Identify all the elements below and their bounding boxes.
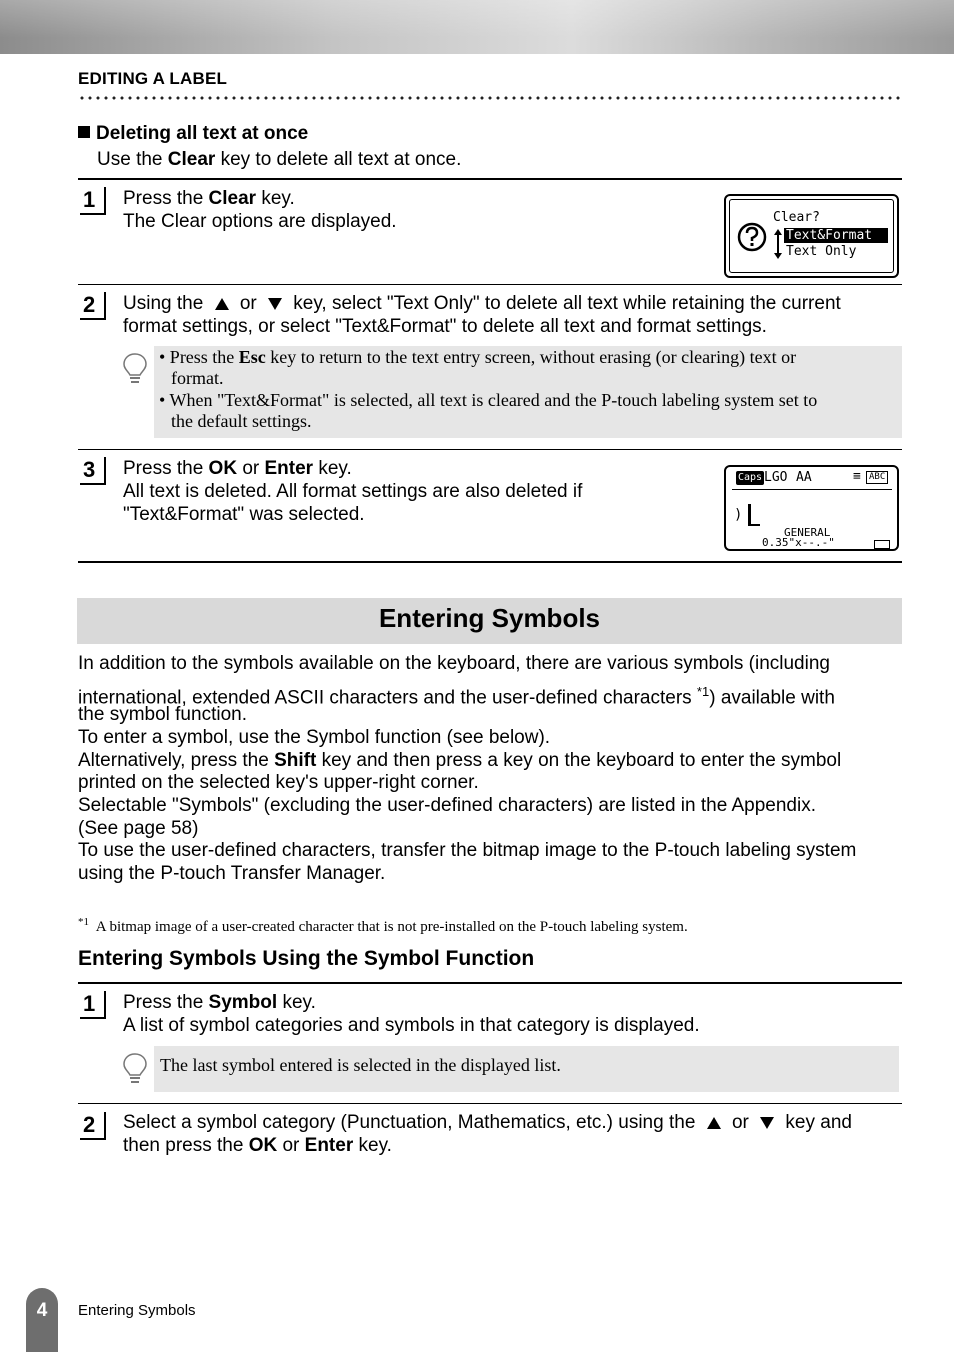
step-divider	[78, 1103, 902, 1104]
paragraph: printed on the selected key's upper-right corner.	[78, 772, 479, 793]
up-arrow-icon	[707, 1117, 721, 1129]
paragraph: the symbol function.	[78, 704, 247, 725]
symbol-step1-line2: A list of symbol categories and symbols in that category is displayed.	[123, 1015, 700, 1036]
step-divider	[78, 284, 902, 285]
lcd-option: Text Only	[786, 244, 857, 259]
lcd-caps-badge: Caps	[738, 472, 763, 483]
note-text: The last symbol entered is selected in the displayed list.	[160, 1055, 561, 1075]
step3-line2: All text is deleted. All format settings are also deleted if	[123, 481, 583, 502]
down-arrow-icon	[268, 298, 282, 310]
lightbulb-icon	[121, 1052, 149, 1086]
dotted-divider	[78, 96, 902, 100]
battery-icon	[874, 540, 890, 549]
symbol-step2-line1: Select a symbol category (Punctuation, Mathematics, etc.) using the or key and	[123, 1112, 852, 1133]
step3-line1: Press the OK or Enter key.	[123, 458, 352, 479]
tape-icon: )	[734, 507, 743, 523]
lcd-option-selected: Text&Format	[784, 228, 888, 243]
step-number: 2	[80, 1112, 106, 1140]
lcd-length: 0.35"x--.-"	[762, 536, 835, 549]
cursor-icon	[748, 504, 751, 526]
step1-line2: The Clear options are displayed.	[123, 211, 397, 232]
paragraph: (See page 58)	[78, 818, 199, 839]
lcd-separator	[732, 489, 892, 490]
step-divider	[78, 178, 902, 180]
step-number: 1	[80, 991, 106, 1019]
up-arrow-icon	[215, 298, 229, 310]
subheading: Entering Symbols Using the Symbol Function	[78, 947, 535, 970]
note-bullet: • Press the Esc key to return to the text entry screen, without erasing (or clearing) text or	[159, 347, 797, 367]
footer-section: Entering Symbols	[78, 1302, 196, 1319]
paragraph: To enter a symbol, use the Symbol function (see below).	[78, 727, 551, 748]
section-label: EDITING A LABEL	[78, 69, 228, 88]
align-icon: ≡	[853, 469, 861, 484]
step2-line1: Using the or key, select "Text Only" to delete all text while retaining the current	[123, 293, 841, 314]
section-title: Entering Symbols	[77, 598, 902, 644]
updown-arrow-icon	[774, 229, 782, 259]
deleting-heading: Deleting all text at once	[78, 122, 308, 145]
paragraph: international, extended ASCII characters and the user-defined characters $^{*1}$) available with	[78, 684, 835, 709]
lcd-clear-screen	[724, 194, 899, 278]
lcd-general: GENERAL	[784, 526, 831, 539]
page-number: 4	[36, 1300, 48, 1321]
step2-line2: format settings, or select "Text&Format" to delete all text and format settings.	[123, 316, 767, 337]
section-divider	[78, 561, 902, 563]
paragraph: Selectable "Symbols" (excluding the user-defined characters) are listed in the Appendix.	[78, 795, 817, 816]
symbol-step2-line2: then press the OK or Enter key.	[123, 1135, 392, 1156]
step1-line1: Press the Clear key.	[123, 188, 295, 209]
step-number: 2	[80, 292, 106, 320]
symbol-step1-line1: Press the Symbol key.	[123, 992, 316, 1013]
step-divider	[78, 449, 902, 450]
deleting-intro: Use the Clear key to delete all text at once.	[97, 149, 462, 170]
square-bullet-icon	[78, 126, 90, 138]
lightbulb-icon	[121, 352, 149, 386]
step-number: 3	[80, 457, 106, 485]
lcd-top-text: LGO	[764, 470, 788, 485]
page-number-tab	[26, 1288, 58, 1352]
down-arrow-icon	[760, 1117, 774, 1129]
step-number: 1	[80, 187, 106, 215]
cursor-base	[748, 524, 760, 526]
paragraph: In addition to the symbols available on the keyboard, there are various symbols (including	[78, 653, 830, 674]
step3-line3: "Text&Format" was selected.	[123, 504, 365, 525]
note-bullet: • When "Text&Format" is selected, all text is cleared and the P-touch labeling system set to	[159, 390, 818, 410]
footnote: $^{*1}$ A bitmap image of a user-created character that is not pre-installed on the P-touch labeling system.	[78, 916, 688, 935]
question-circle-icon	[736, 221, 768, 253]
lcd-size-text: AA	[796, 470, 812, 485]
lcd-title: Clear?	[773, 210, 820, 225]
note-text: format.	[171, 368, 224, 388]
header-sheen	[0, 0, 954, 54]
lcd-entry-screen	[724, 465, 899, 551]
note-box	[154, 1046, 899, 1092]
step-divider	[78, 982, 902, 984]
paragraph: To use the user-defined characters, transfer the bitmap image to the P-touch labeling system	[78, 840, 857, 861]
paragraph: using the P-touch Transfer Manager.	[78, 863, 386, 884]
note-box	[154, 346, 902, 438]
paragraph: Alternatively, press the Shift key and then press a key on the keyboard to enter the symbol	[78, 750, 842, 771]
lcd-right-badge: ABC	[866, 471, 888, 484]
header-banner	[0, 0, 954, 54]
note-text: the default settings.	[171, 411, 312, 431]
